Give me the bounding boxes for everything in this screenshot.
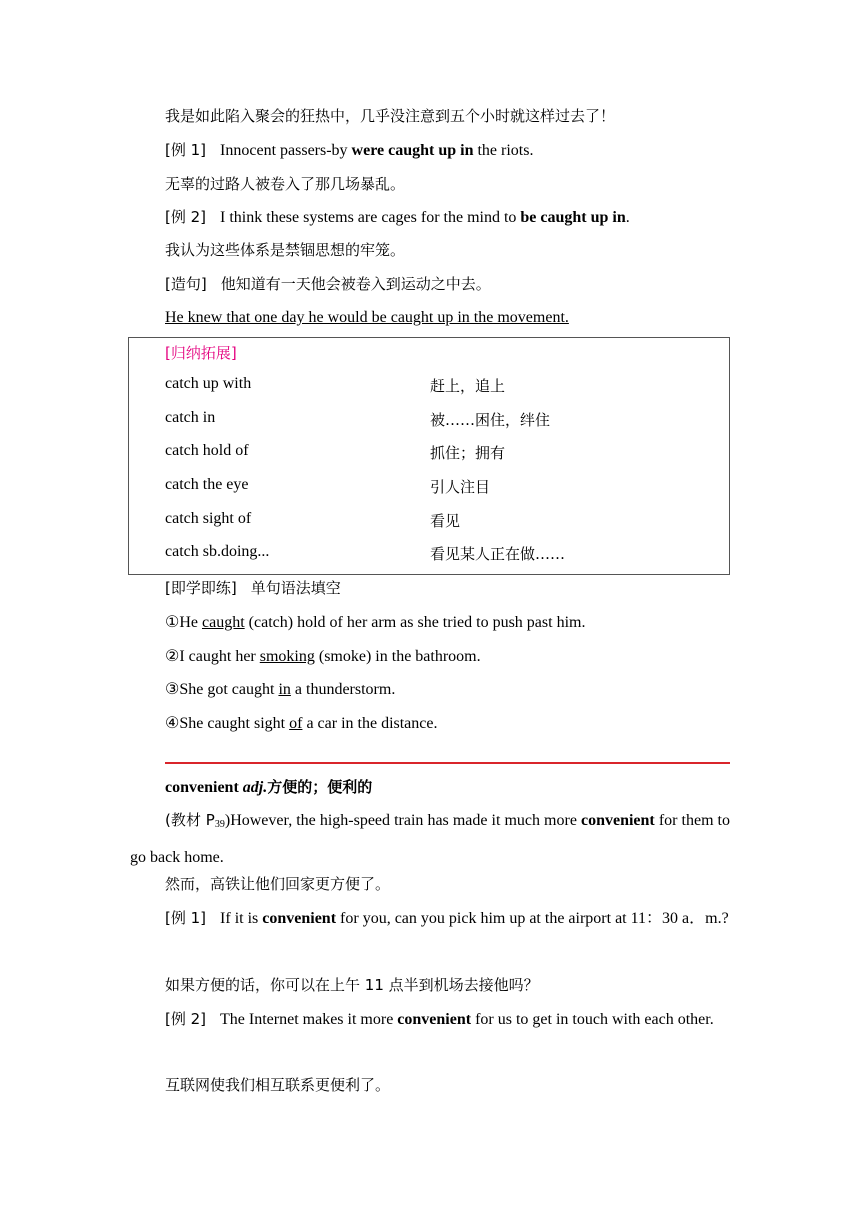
practice-answer: in — [278, 681, 291, 698]
sentence-answer-text: He knew that one day he would be caught up in the movement. — [165, 309, 569, 326]
example-keyword: convenient — [262, 910, 337, 927]
phrase: catch sight of — [165, 510, 252, 527]
example-label: [例 1] — [165, 141, 207, 159]
sentence-making — [165, 274, 491, 295]
practice-item — [165, 647, 481, 667]
phrase-meaning: 被……困住，绊住 — [430, 411, 551, 429]
practice-item — [165, 714, 437, 734]
example-2 — [165, 207, 630, 228]
phrase: catch up with — [165, 375, 252, 392]
practice-heading — [165, 578, 341, 599]
summary-box — [128, 337, 730, 575]
example-text: for us to get in touch with each other. — [471, 1011, 714, 1028]
phrase-meaning: 赶上，追上 — [430, 377, 506, 395]
entry-word: convenient — [165, 779, 239, 796]
phrase: catch sb.doing... — [165, 543, 270, 560]
source-text: However, the high-speed train has made it much more — [230, 812, 581, 829]
example-text: If it is — [220, 910, 263, 927]
example-label: [例 2] — [165, 208, 207, 226]
phrase-meaning: 引人注目 — [430, 478, 491, 496]
example-label: [例 1] — [165, 909, 207, 927]
phrase-meaning: 抓住；拥有 — [430, 444, 506, 462]
practice-answer: of — [289, 715, 303, 732]
phrase: catch hold of — [165, 442, 249, 459]
practice-label: [即学即练] — [165, 579, 237, 597]
example-1-translation: 无辜的过路人被卷入了那几场暴乱。 — [165, 175, 406, 193]
example-text: The Internet makes it more — [220, 1011, 398, 1028]
source-keyword: convenient — [580, 812, 655, 829]
summary-row — [165, 476, 725, 496]
practice-instruction: 单句语法填空 — [250, 579, 341, 597]
source-translation: 然而，高铁让他们回家更方便了。 — [165, 875, 391, 893]
practice-text: ①He — [165, 614, 202, 631]
practice-item — [165, 680, 395, 700]
example-1 — [165, 140, 533, 161]
entry-heading — [165, 777, 372, 798]
practice-text: a car in the distance. — [302, 715, 438, 732]
summary-title: [归纳拓展] — [165, 344, 237, 362]
example-keyword: be caught up in — [520, 209, 626, 226]
sentence-label: [造句] — [165, 275, 207, 293]
summary-row — [165, 375, 725, 395]
practice-answer: caught — [202, 614, 245, 631]
example-text: I think these systems are cages for the mind to — [220, 209, 521, 226]
practice-item — [165, 613, 585, 633]
sentence-prompt: 他知道有一天他会被卷入到运动之中去。 — [220, 275, 491, 293]
practice-text: (catch) hold of her arm as she tried to push past him. — [244, 614, 586, 631]
phrase-meaning: 看见 — [430, 512, 461, 530]
summary-row — [165, 510, 725, 530]
practice-text: ④She caught sight — [165, 715, 290, 732]
entry-example-2 — [130, 1003, 730, 1036]
sentence-answer — [165, 308, 569, 328]
entry-example-1-translation: 如果方便的话，你可以在上午 11 点半到机场去接他吗？ — [165, 976, 539, 994]
phrase: catch in — [165, 409, 216, 426]
source-label-close: ) — [224, 812, 231, 829]
practice-text: (smoke) in the bathroom. — [314, 648, 481, 665]
source-page: 39 — [214, 819, 225, 830]
example-keyword: were caught up in — [351, 142, 474, 159]
example-text: the riots. — [473, 142, 534, 159]
practice-text: ②I caught her — [165, 648, 260, 665]
phrase-meaning: 看见某人正在做…… — [430, 545, 566, 563]
practice-text: a thunderstorm. — [290, 681, 396, 698]
practice-answer: smoking — [259, 648, 315, 665]
example-text: Innocent passers-by — [220, 142, 352, 159]
summary-row — [165, 543, 725, 563]
example-keyword: convenient — [397, 1011, 472, 1028]
example-2-translation: 我认为这些体系是禁锢思想的牢笼。 — [165, 241, 406, 259]
example-text: . — [625, 209, 630, 226]
summary-row — [165, 409, 725, 429]
entry-example-2-translation: 互联网使我们相互联系更便利了。 — [165, 1076, 391, 1094]
summary-row — [165, 442, 725, 462]
example-text: for you, can you pick him up at the airport at 11：30 a．m.? — [336, 910, 729, 927]
practice-text: ③She got caught — [165, 681, 279, 698]
entry-meaning: 方便的；便利的 — [267, 778, 373, 796]
phrase: catch the eye — [165, 476, 249, 493]
entry-pos: adj. — [242, 779, 268, 796]
section-divider — [165, 762, 730, 764]
textbook-source — [130, 804, 730, 874]
intro-translation: 我是如此陷入聚会的狂热中，几乎没注意到五个小时就这样过去了！ — [165, 107, 616, 125]
source-label: (教材 P — [165, 811, 215, 829]
example-label: [例 2] — [165, 1010, 207, 1028]
source-text: for them to go back home. — [130, 812, 731, 866]
entry-example-1 — [130, 902, 730, 935]
